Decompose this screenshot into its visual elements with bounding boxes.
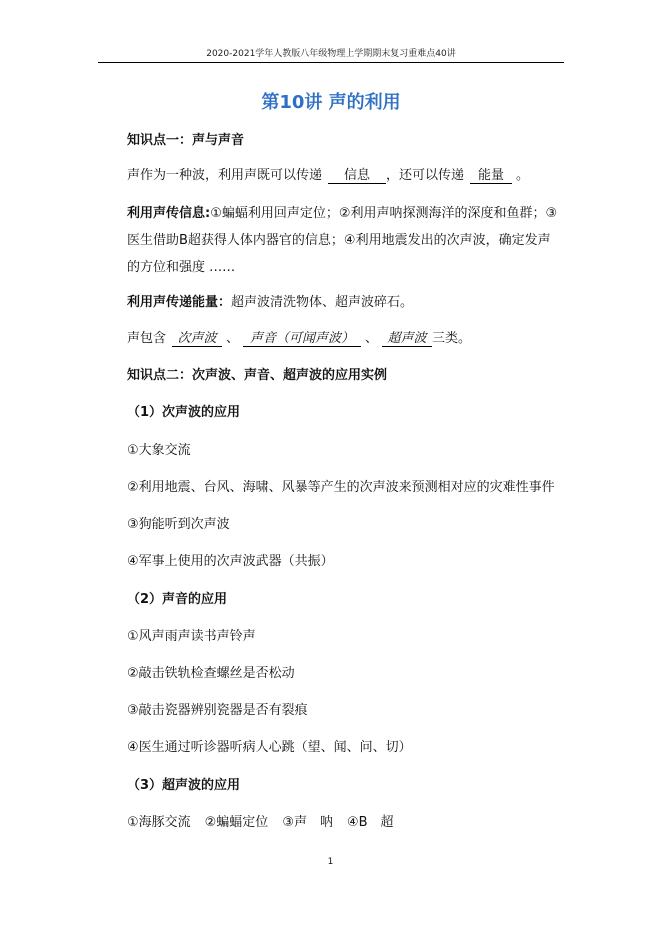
- sec2-heading: （2）声音的应用: [127, 592, 228, 607]
- header-rule: [98, 62, 564, 63]
- sec3-item-4: ④B 超: [346, 815, 394, 830]
- s2-blank-3: 超声波: [382, 331, 432, 347]
- s2-sep-2: 、: [365, 331, 379, 346]
- energy-text: 超声波清洗物体、超声波碎石。: [231, 295, 414, 310]
- s1-suffix: 。: [516, 168, 530, 183]
- s2-prefix: 声包含: [127, 331, 167, 346]
- running-header: 2020-2021学年人教版八年级物理上学期期末复习重难点40讲: [206, 49, 456, 59]
- s1-middle: ，还可以传递: [386, 168, 465, 183]
- sec3-item-2: ②蝙蝠定位: [204, 815, 269, 830]
- sec1-item-1: ①大象交流: [127, 443, 191, 458]
- sec2-item-1: ①风声雨声读书声铃声: [127, 629, 256, 644]
- lecture-title: 第10讲 声的利用: [261, 92, 401, 113]
- s1-blank-2: 能量: [470, 168, 512, 184]
- energy-line: [127, 295, 413, 311]
- sec1-item-4: ④军事上使用的次声波武器（共振）: [127, 554, 334, 569]
- s1-blank-1: 信息: [328, 168, 386, 184]
- sec3-item-1: ①海豚交流: [127, 815, 191, 830]
- sec1-item-2: ②利用地震、台风、海啸、风暴等产生的次声波来预测相对应的灾难性事件: [127, 480, 555, 495]
- page-number: 1: [327, 857, 334, 867]
- sec3-item-3: ③声 呐: [282, 815, 333, 830]
- sec2-item-3: ③敲击瓷器辨别瓷器是否有裂痕: [127, 703, 308, 718]
- k2-heading: 知识点二：次声波、声音、超声波的应用实例: [127, 368, 388, 383]
- sec1-item-3: ③狗能听到次声波: [127, 517, 230, 532]
- s2-blank-2: 声音（可闻声波）: [243, 331, 361, 347]
- energy-label: 利用声传递能量：: [127, 295, 232, 310]
- sec2-item-4: ④医生通过听诊器听病人心跳（望、闻、问、切）: [127, 740, 412, 755]
- sec2-item-2: ②敲击铁轨检查螺丝是否松动: [127, 666, 295, 681]
- sec1-heading: （1）次声波的应用: [127, 405, 241, 420]
- s2-blank-1: 次声波: [172, 331, 222, 347]
- k1-heading: 知识点一：声与声音: [127, 133, 245, 148]
- info-label: 利用声传信息:: [127, 206, 211, 221]
- k1-sentence-1: [127, 168, 529, 184]
- k1-sentence-2: [127, 331, 471, 347]
- s1-prefix: 声作为一种波，利用声既可以传递: [127, 168, 323, 183]
- s2-suffix: 三类。: [432, 331, 472, 346]
- sec3-items: [127, 815, 394, 831]
- sec3-heading: （3）超声波的应用: [127, 778, 241, 793]
- s2-sep-1: 、: [226, 331, 240, 346]
- info-paragraph: [127, 200, 563, 281]
- info-text: ①蝙蝠利用回声定位；②利用声呐探测海洋的深度和鱼群；③医生借助B超获得人体内器官的信息；④利用地震发出的次声波，确定发声的方位和强度 ……: [127, 206, 558, 275]
